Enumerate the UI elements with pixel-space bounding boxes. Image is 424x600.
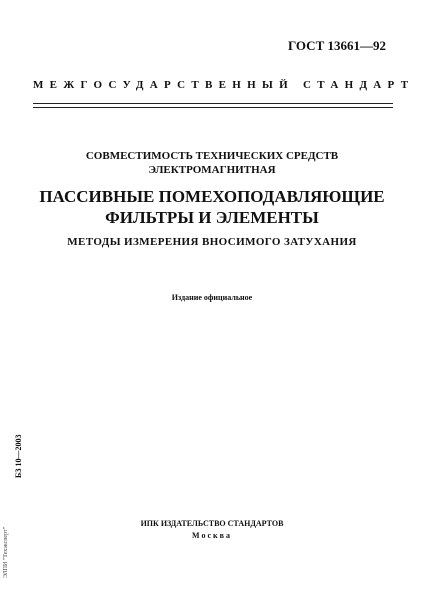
side-watermark: ЭЛПИ "Техэксперт"	[3, 526, 9, 578]
title-line-1: ПАССИВНЫЕ ПОМЕХОПОДАВЛЯЮЩИЕ	[39, 187, 385, 206]
main-title	[20, 186, 404, 228]
method-title: МЕТОДЫ ИЗМЕРЕНИЯ ВНОСИМОГО ЗАТУХАНИЯ	[67, 236, 357, 248]
publisher-name: ИПК ИЗДАТЕЛЬСТВО СТАНДАРТОВ	[140, 519, 284, 528]
divider-rule-bottom	[33, 107, 393, 108]
subject-line-2: ЭЛЕКТРОМАГНИТНАЯ	[148, 164, 276, 176]
divider-rule-top	[33, 103, 393, 104]
edition-note: Издание официальное	[171, 293, 253, 302]
gost-number: ГОСТ 13661—92	[287, 38, 386, 53]
title-line-2: ФИЛЬТРЫ И ЭЛЕМЕНТЫ	[105, 208, 319, 227]
standard-type-banner: МЕЖГОСУДАРСТВЕННЫЙ СТАНДАРТ	[33, 79, 415, 91]
subject-line-1: СОВМЕСТИМОСТЬ ТЕХНИЧЕСКИХ СРЕДСТВ	[85, 150, 339, 162]
side-code: БЗ 10—2003	[14, 434, 23, 478]
subject-heading	[20, 149, 404, 177]
publisher-city: Москва	[192, 531, 232, 540]
